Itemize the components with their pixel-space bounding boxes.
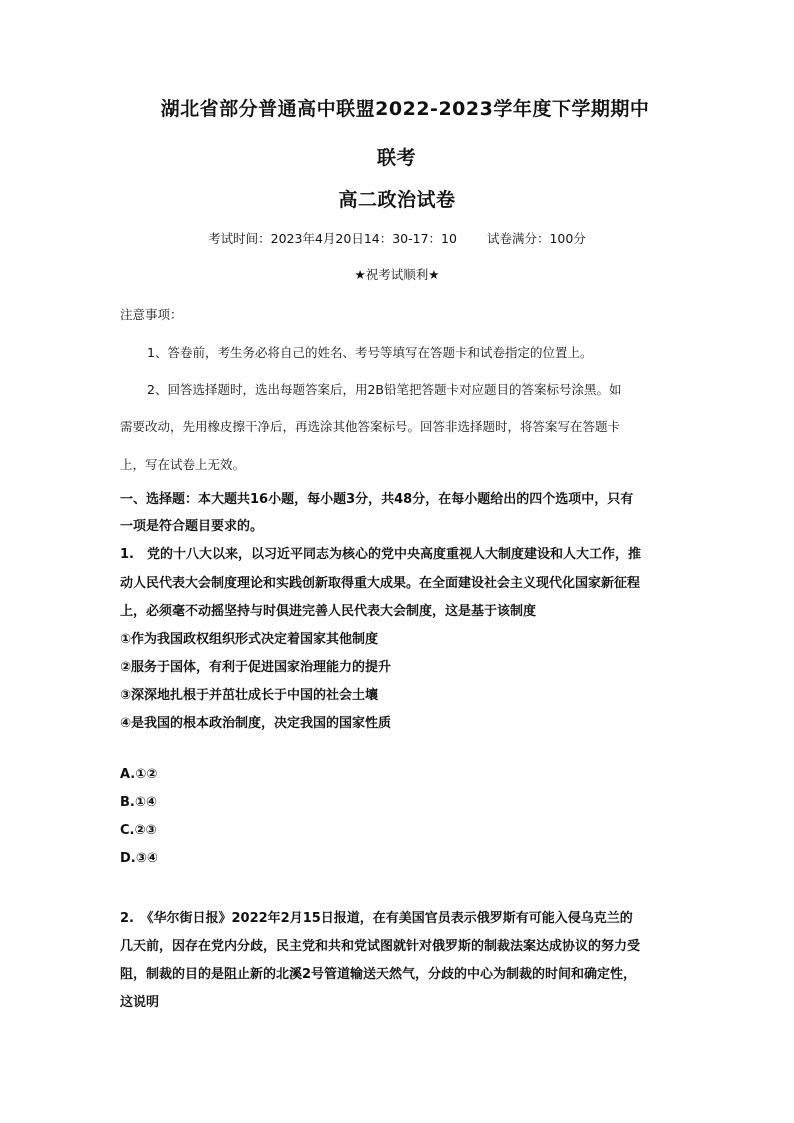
exam-meta xyxy=(0,229,794,247)
exam-subtitle: 高二政治试卷 xyxy=(338,189,456,211)
q1-stem-line2: 动人民代表大会制度理论和实践创新取得重大成果。在全面建设社会主义现代化国家新征程 xyxy=(120,576,641,591)
exam-title-line1: 湖北省部分普通高中联盟2022-2023学年度下学期期中 xyxy=(160,98,650,120)
exam-time: 考试时间：2023年4月20日14：30-17：10 xyxy=(208,231,457,246)
q1-option-a: A.①② xyxy=(120,767,158,782)
notes-item-1: 1、答卷前，考生务必将自己的姓名、考号等填写在答题卡和试卷指定的位置上。 xyxy=(147,345,593,360)
section1-line1: 一、选择题：本大题共16小题，每小题3分，共48分，在每小题给出的四个选项中，只有 xyxy=(120,492,634,507)
q1-statement-3: ③深深地扎根于并茁壮成长于中国的社会土壤 xyxy=(120,688,379,703)
notes-item-2-line3: 上，写在试卷上无效。 xyxy=(120,457,246,472)
q1-statement-4: ④是我国的根本政治制度，决定我国的国家性质 xyxy=(120,716,392,731)
exam-title-line2: 联考 xyxy=(377,147,417,169)
full-score: 试卷满分：100分 xyxy=(486,231,586,246)
exam-wish: ★祝考试顺利★ xyxy=(354,267,440,282)
notes-heading: 注意事项： xyxy=(120,307,183,322)
q1-stem-line1: 1. 党的十八大以来，以习近平同志为核心的党中央高度重视人大制度建设和人大工作，推 xyxy=(120,547,641,562)
q1-stem-line3: 上，必须毫不动摇坚持与时俱进完善人民代表大会制度，这是基于该制度 xyxy=(120,604,537,619)
q1-option-b: B.①④ xyxy=(120,795,157,810)
q1-statement-2: ②服务于国体，有利于促进国家治理能力的提升 xyxy=(120,660,392,675)
q2-stem-line1: 2. 《华尔街日报》2022年2月15日报道，在有美国官员表示俄罗斯有可能入侵乌克兰的 xyxy=(120,911,633,926)
q2-stem-line2: 几天前，因存在党内分歧，民主党和共和党试图就针对俄罗斯的制裁法案达成协议的努力受 xyxy=(120,939,641,954)
q1-statement-1: ①作为我国政权组织形式决定着国家其他制度 xyxy=(120,632,379,647)
q1-option-c: C.②③ xyxy=(120,823,157,838)
q1-option-d: D.③④ xyxy=(120,851,158,866)
notes-item-2-line2: 需要改动，先用橡皮擦干净后，再选涂其他答案标号。回答非选择题时，将答案写在答题卡 xyxy=(120,419,621,434)
section1-line2: 一项是符合题目要求的。 xyxy=(120,519,264,534)
q2-stem-line3: 阻，制裁的目的是阻止新的北溪2号管道输送天然气，分歧的中心为制裁的时间和确定性， xyxy=(120,967,637,982)
notes-item-2-line1: 2、回答选择题时，选出每题答案后，用2B铅笔把答题卡对应题目的答案标号涂黑。如 xyxy=(147,382,622,397)
q2-stem-line4: 这说明 xyxy=(120,995,160,1010)
